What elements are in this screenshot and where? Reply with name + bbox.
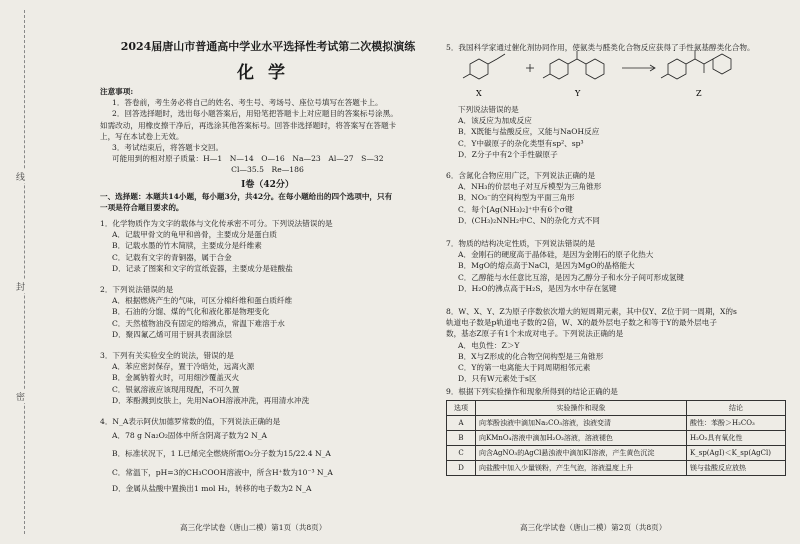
option: B．记载水墨的竹木简牍，主要成分是纤维素	[112, 241, 262, 251]
table-cell: 向盐酸中加入少量镁粉，产生气泡，溶液温度上升	[476, 461, 687, 476]
option: D．金属从盐酸中置换出1 mol H₂，转移的电子数为2 N_A	[112, 483, 312, 493]
option: C．Y中碳原子的杂化类型有sp²、sp³	[458, 138, 584, 148]
option: D．(CH₃)₂NNH₂中C、N的杂化方式不同	[458, 215, 600, 225]
table-header: 选项	[447, 401, 476, 416]
benzene-ring-z	[668, 59, 686, 79]
label-x: X	[476, 89, 482, 98]
option: C．每个[Ag(NH₃)₂]⁺中有6个σ键	[458, 204, 573, 214]
question-stem: 7．物质的结构决定性质，下列说法错误的是	[446, 239, 596, 248]
atomic-masses: 可能用到的相对原子质量：H—1 N—14 O—16 Na—23 Al—27 S—32	[112, 154, 384, 164]
option: A．苯应密封保存，置于冷暗处，远离火源	[112, 362, 255, 372]
table-header: 结论	[687, 401, 786, 416]
option: A．78 g Na₂O₂固体中所含阴离子数为2 N_A	[112, 431, 268, 441]
question-stem: 3．下列有关实验安全的说法，错误的是	[100, 351, 234, 360]
table-cell: 镁与盐酸反应放热	[687, 461, 786, 476]
table-row	[447, 461, 786, 476]
table-cell: C	[447, 446, 476, 461]
option: C．天然植物油没有固定的熔沸点，常温下难溶于水	[112, 318, 285, 328]
subject-title: 化学	[237, 63, 299, 83]
option: C．Y的第一电离能大于同周期相邻元素	[458, 363, 591, 373]
table-cell: K_sp(AgI)＜K_sp(AgCl)	[687, 446, 786, 461]
atomic-masses-2: Cl—35.5 Re—186	[231, 165, 304, 175]
question-stem: 1．化学物质作为文字的载体与文化传承密不可分。下列说法错误的是	[100, 219, 333, 228]
notice-item: 1．答卷前，考生务必将自己的姓名、考生号、考场号、座位号填写在答题卡上。	[112, 98, 383, 108]
binding-gutter	[0, 0, 62, 544]
experiment-table	[446, 400, 786, 476]
option: A．电负性：Z＞Y	[458, 340, 520, 350]
gutter-char: 封	[16, 280, 25, 293]
option: A．记载甲骨文的龟甲和兽骨，主要成分是蛋白质	[112, 230, 277, 240]
option: C．乙醇能与水任意比互溶，是因为乙醇分子和水分子间可形成氢键	[458, 272, 685, 282]
question-stem: 下列说法错误的是	[458, 105, 519, 114]
table-header-row	[447, 401, 786, 416]
section-title: Ⅰ卷（42分）	[241, 180, 294, 190]
benzene-ring-y2	[586, 59, 604, 79]
exam-title: 2024届唐山市普通高中学业水平选择性考试第二次模拟演练	[120, 40, 416, 53]
option: B．X既能与盐酸反应，又能与NaOH反应	[458, 127, 600, 137]
question-1	[100, 218, 435, 274]
question-3	[100, 350, 435, 406]
reaction-scheme	[450, 42, 780, 102]
option: D．H₂O的沸点高于H₂S，是因为水中存在氢键	[458, 283, 617, 293]
question-stem: 2．下列说法错误的是	[100, 285, 174, 294]
footer-left: 高三化学试卷（唐山二模）第1页（共8页）	[180, 523, 327, 532]
option: B．金属钠着火时，可用细沙覆盖灭火	[112, 373, 240, 383]
table-cell: A	[447, 416, 476, 431]
option: C．常温下，pH=3的CH₃COOH溶液中，所含H⁺数为10⁻³ N_A	[112, 467, 333, 477]
question-9	[446, 386, 786, 476]
section-intro: 一项是符合题目要求的。	[100, 203, 184, 213]
option: A．NH₃的价层电子对互斥模型为三角锥形	[458, 182, 602, 192]
gutter-char: 密	[16, 390, 25, 403]
option: B．MgO的熔点高于NaCl，是因为MgO的晶格能大	[458, 261, 635, 271]
section-header	[100, 180, 435, 214]
option: D．记录了图案和文字的宣纸瓷器，主要成分是硅酸盐	[112, 263, 293, 273]
option: B．X与Z形成的化合物空间构型是三角锥形	[458, 351, 604, 361]
notice-item: 如需改动，用橡皮擦干净后，再选涂其他答案标号。回答非选择题时，将答案写在答题卡	[100, 120, 397, 130]
table-row	[447, 416, 786, 431]
gutter-char: 线	[16, 170, 25, 183]
question-6	[446, 170, 786, 226]
option: C．银氨溶液应该现用现配，不可久置	[112, 384, 240, 394]
section-intro: 一、选择题：本题共14小题，每小题3分，共42分。在每小题给出的四个选项中，只有	[100, 192, 393, 202]
label-y: Y	[575, 89, 581, 98]
option: C．记载有文字的青铜器，属于合金	[112, 252, 232, 262]
table-cell: 向KMnO₄溶液中滴加H₂O₂溶液，溶液褪色	[476, 431, 687, 446]
table-cell: 向苯酚浊液中滴加Na₂CO₃溶液，浊液变清	[476, 416, 687, 431]
question-stem-cont: 轨道电子数是p轨道电子数的2倍，W、X的最外层电子数之和等于Y的最外层电子	[446, 318, 717, 328]
footer-right: 高三化学试卷（唐山二模）第2页（共8页）	[520, 523, 667, 532]
benzene-ring-x	[470, 59, 488, 79]
question-stem-cont: 数，基态Z原子有1个未成对电子。下列说法正确的是	[446, 329, 624, 339]
table-row	[447, 446, 786, 461]
notice-item: 3．考试结束后，将答题卡交回。	[112, 143, 224, 153]
question-8	[446, 306, 786, 384]
option: B．NO₃⁻的空间构型为平面三角形	[458, 193, 575, 203]
question-stem: 4．N_A表示阿伏加德罗常数的值，下列说法正确的是	[100, 417, 281, 426]
option: D．聚四氟乙烯可用于厨具表面涂层	[112, 329, 232, 339]
question-stem: 9．根据下列实验操作和现象所得到的结论正确的是	[446, 387, 618, 396]
option: A．该反应为加成反应	[458, 116, 532, 126]
binding-line	[24, 10, 25, 534]
notice-heading: 注意事项:	[100, 87, 134, 96]
table-header: 实验操作和现象	[476, 401, 687, 416]
benzene-ring-y	[550, 59, 568, 79]
benzene-ring-z2	[713, 54, 731, 74]
question-2	[100, 284, 435, 340]
question-5-stem: 5．我国科学家通过催化剂协同作用，使氨类与醛类化合物反应获得了手性氨基醇类化合物。	[446, 43, 755, 52]
table-cell: 酸性：苯酚＞H₂CO₃	[687, 416, 786, 431]
option: B．标准状况下，1 L已烯完全燃烧所需O₂分子数为15/22.4 N_A	[112, 449, 331, 459]
option: D．Z分子中有2个手性碳原子	[458, 149, 558, 159]
option: A．金刚石的硬度高于晶体硅，是因为金刚石的原子化热大	[458, 250, 654, 260]
option: D．只有W元素处于s区	[458, 374, 537, 384]
notice	[100, 86, 435, 176]
option: A．根据燃烧产生的气味，可区分棉纤维和蛋白质纤维	[112, 296, 293, 306]
option: D．苯酚溅到皮肤上，先用NaOH溶液冲洗，再用清水冲洗	[112, 395, 310, 405]
table-row	[447, 431, 786, 446]
table-cell: B	[447, 431, 476, 446]
question-5	[446, 104, 786, 160]
notice-item: 上，写在本试卷上无效。	[100, 131, 184, 141]
question-stem: 6．含氮化合物应用广泛，下列说法正确的是	[446, 171, 596, 180]
question-4	[100, 416, 435, 494]
table-cell: 向含AgNO₃的AgCl悬浊液中滴加KI溶液，产生黄色沉淀	[476, 446, 687, 461]
option: B．石油的分馏、煤的气化和液化都是物理变化	[112, 307, 270, 317]
table-cell: D	[447, 461, 476, 476]
notice-item: 2．回答选择题时，选出每小题答案后，用铅笔把答题卡上对应题目的答案标号涂黑。	[112, 109, 398, 119]
label-z: Z	[696, 89, 702, 98]
question-stem: 8．W、X、Y、Z为原子序数依次增大的短周期元素，其中仅Y、Z位于同一周期，X的s	[446, 307, 737, 316]
question-7	[446, 238, 786, 294]
table-cell: H₂O₂具有氧化性	[687, 431, 786, 446]
